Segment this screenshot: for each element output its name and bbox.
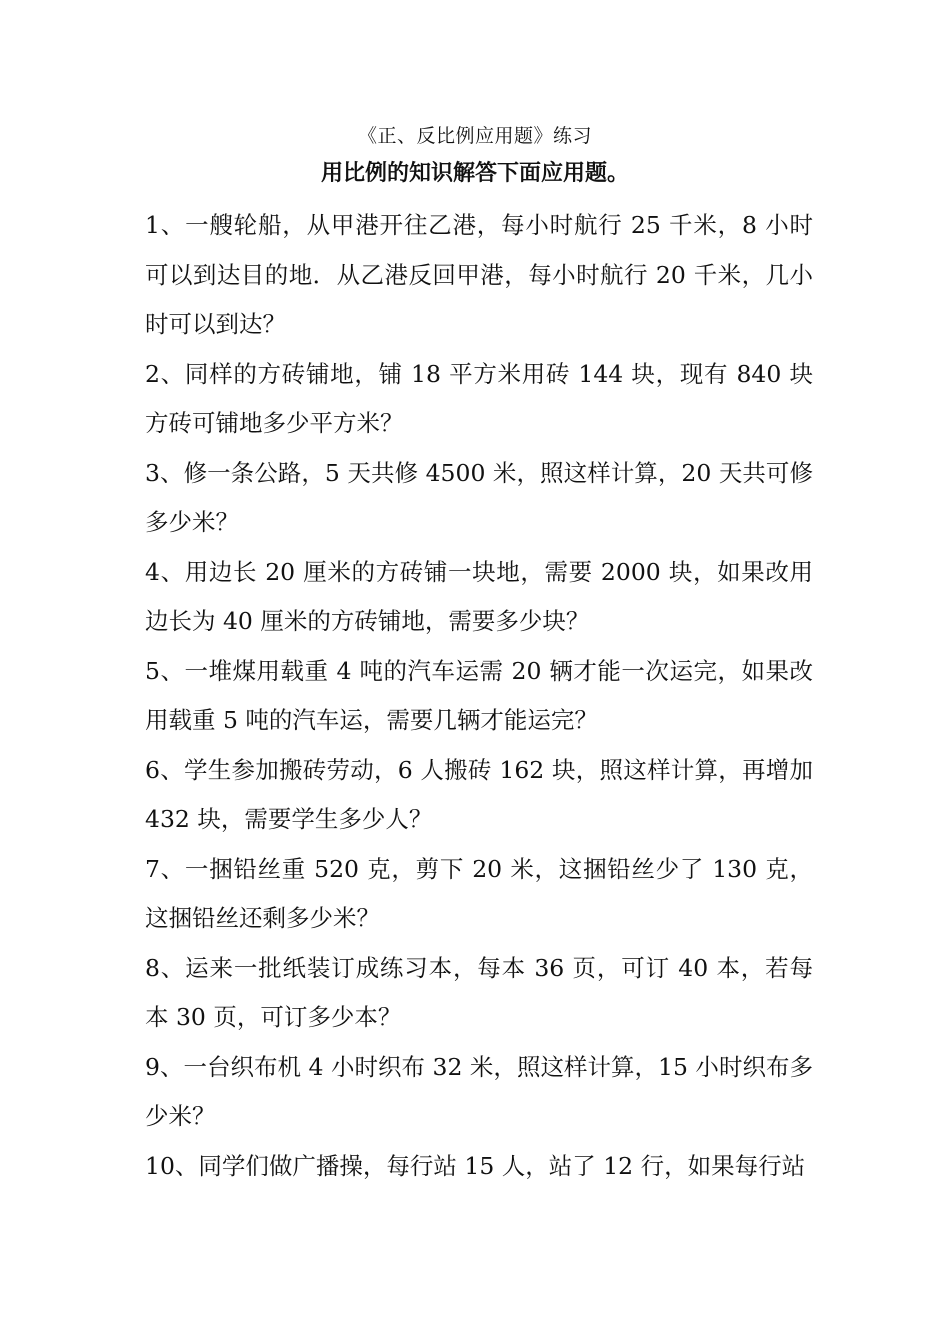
question-10: 10、同学们做广播操，每行站 15 人，站了 12 行，如果每行站 <box>145 1151 806 1180</box>
question-7: 7、一捆铅丝重 520 克，剪下 20 米，这捆铅丝少了 130 克，这捆铅丝还剩多少米？ <box>145 854 813 932</box>
question-3: 3、修一条公路，5 天共修 4500 米，照这样计算，20 天共可修多少米？ <box>145 458 813 536</box>
document-subtitle: 用比例的知识解答下面应用题。 <box>320 161 629 186</box>
question-6: 6、学生参加搬砖劳动，6 人搬砖 162 块，照这样计算，再增加 432 块，需要学生多少人？ <box>145 755 813 833</box>
question-9: 9、一台织布机 4 小时织布 32 米，照这样计算，15 小时织布多少米？ <box>145 1052 813 1130</box>
question-8: 8、运来一批纸装订成练习本，每本 36 页，可订 40 本，若每本 30 页，可订多少本？ <box>145 953 813 1031</box>
question-1: 1、一艘轮船，从甲港开往乙港，每小时航行 25 千米，8 小时可以到达目的地．从乙港反回甲港，每小时航行 20 千米，几小时可以到达？ <box>145 211 813 338</box>
question-2: 2、同样的方砖铺地，铺 18 平方米用砖 144 块，现有 840 块方砖可铺地多少平方米？ <box>145 359 813 437</box>
document-title: 《正、反比例应用题》练习 <box>357 125 592 147</box>
question-5: 5、一堆煤用载重 4 吨的汽车运需 20 辆才能一次运完，如果改用载重 5 吨的汽车运，需要几辆才能运完？ <box>145 656 813 734</box>
question-4: 4、用边长 20 厘米的方砖铺一块地，需要 2000 块，如果改用边长为 40 厘米的方砖铺地，需要多少块？ <box>145 557 813 635</box>
question-list <box>145 201 813 1191</box>
